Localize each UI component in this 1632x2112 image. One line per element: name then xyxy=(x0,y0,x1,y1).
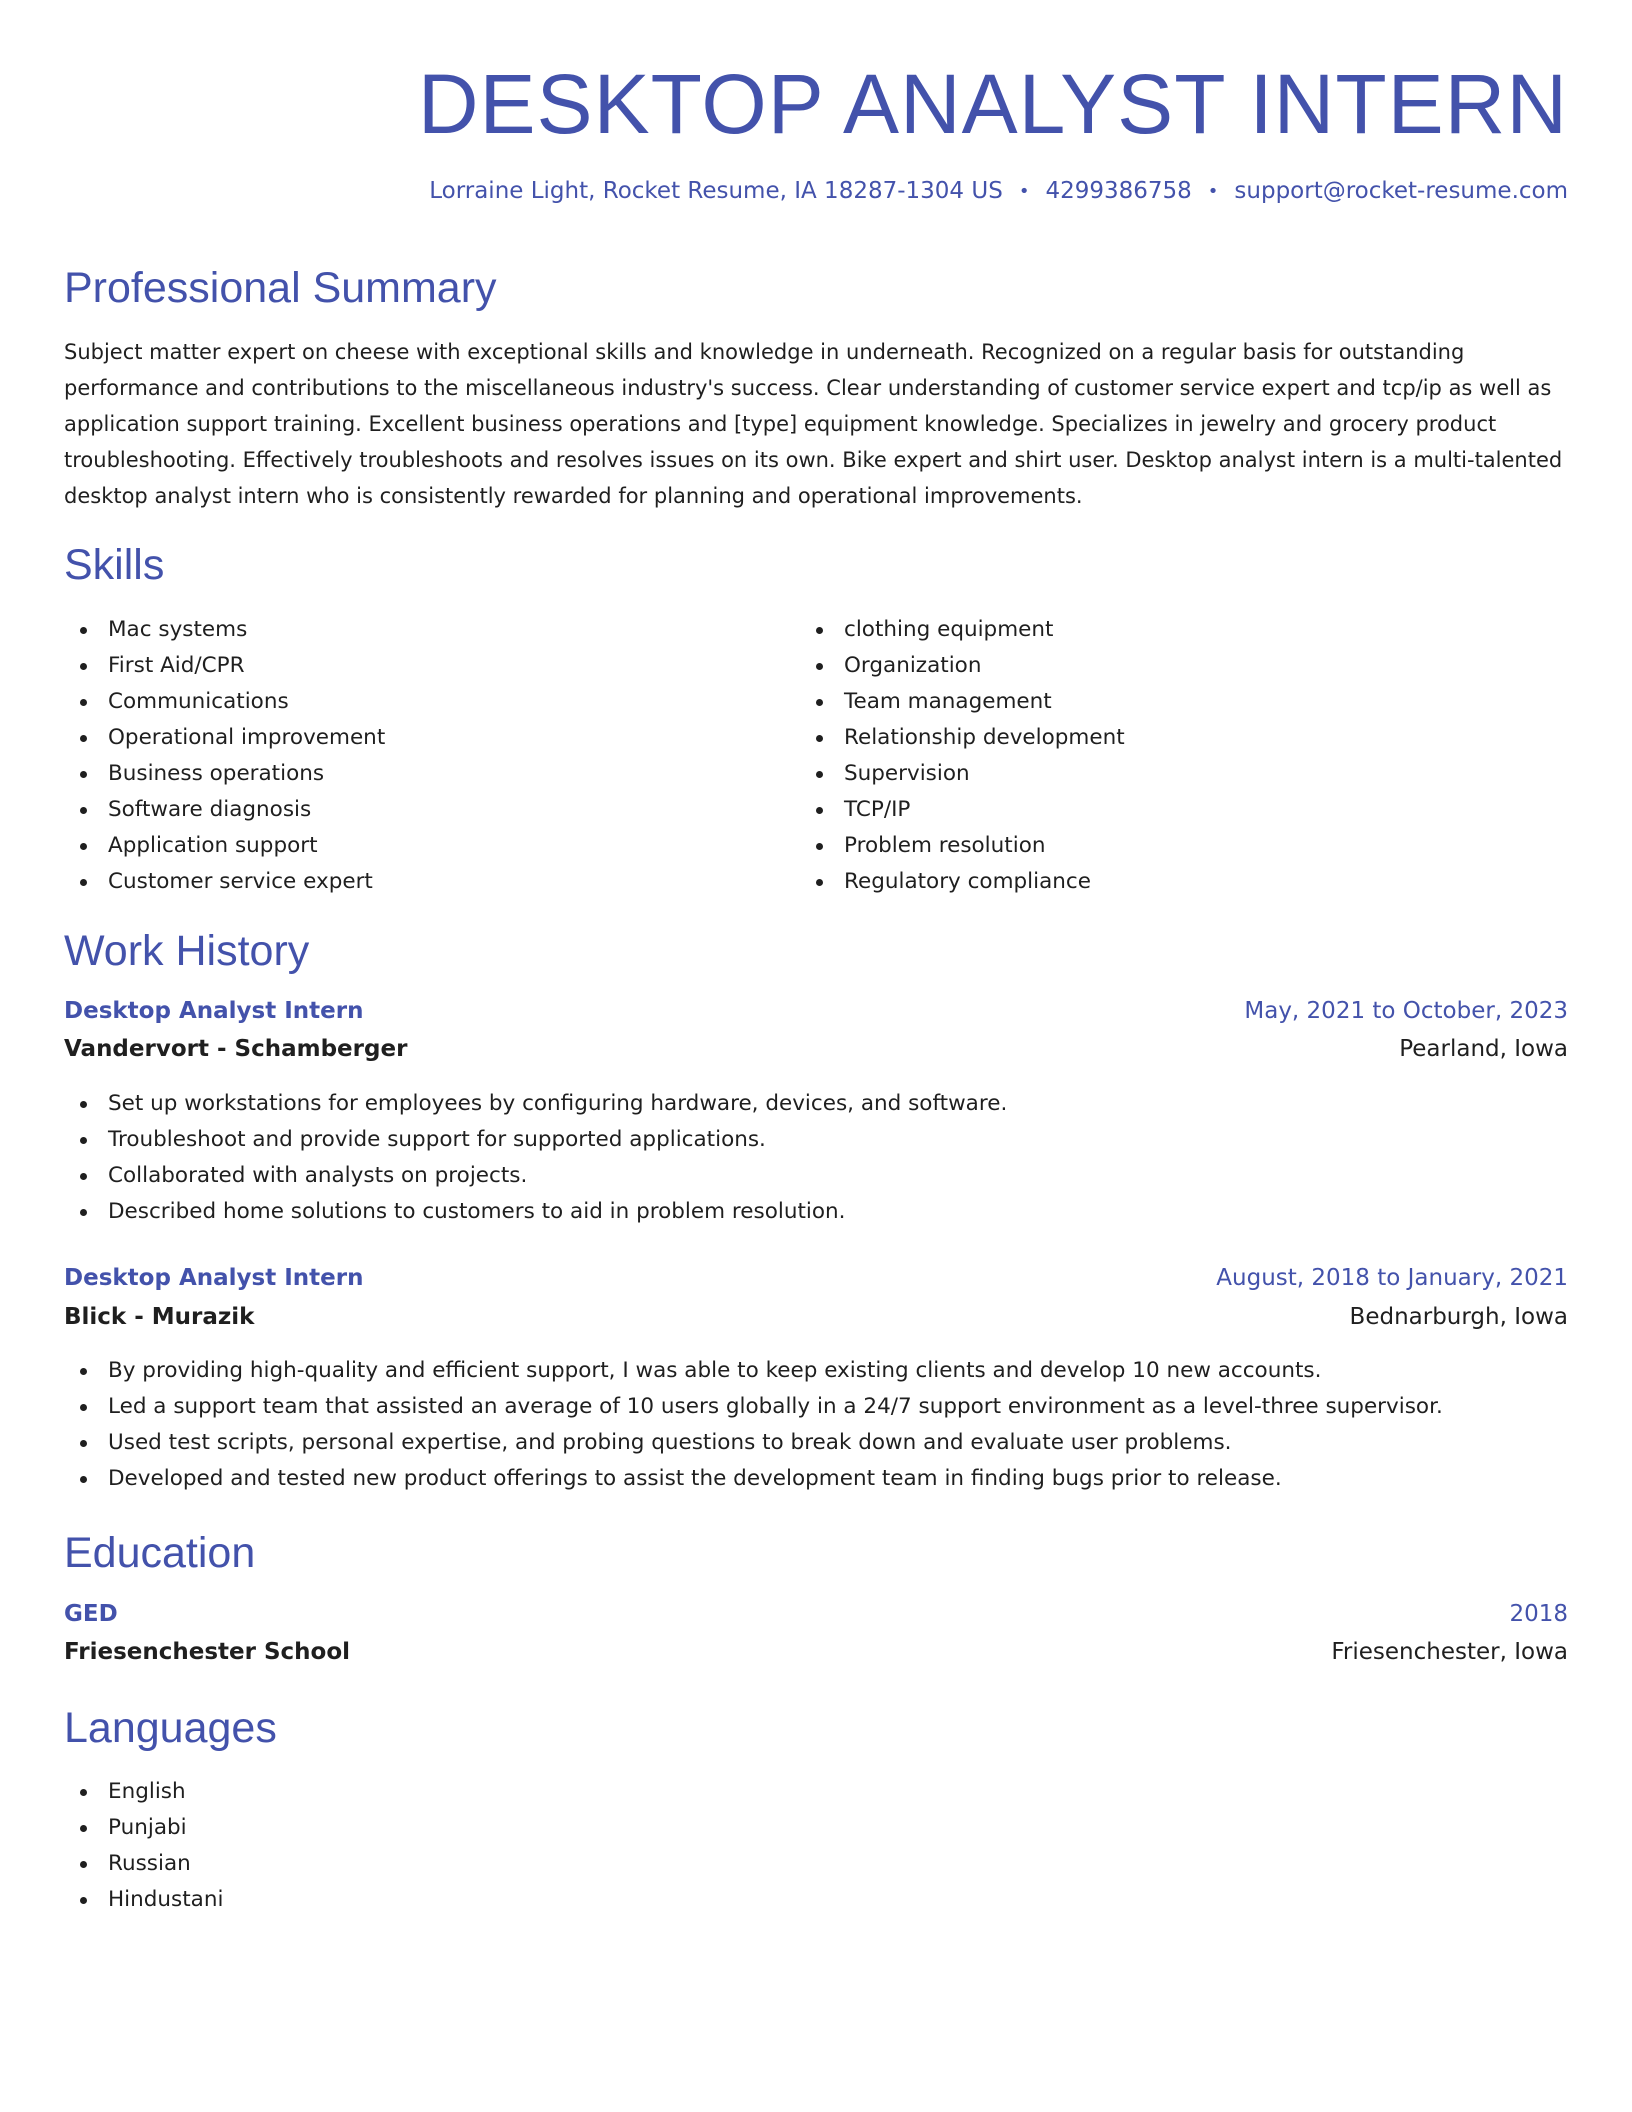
resume-title: DESKTOP ANALYST INTERN xyxy=(417,57,1568,151)
list-item: Relationship development xyxy=(800,720,1125,756)
list-item: Application support xyxy=(64,828,385,864)
skills-list-right xyxy=(800,612,1125,900)
list-item: English xyxy=(64,1774,223,1810)
job-bullets xyxy=(64,1353,1443,1497)
list-item: Team management xyxy=(800,684,1125,720)
list-item: Operational improvement xyxy=(64,720,385,756)
job-dates: May, 2021 to October, 2023 xyxy=(1244,998,1568,1024)
job-bullets xyxy=(64,1086,1007,1230)
work-heading: Work History xyxy=(64,927,310,975)
list-item: clothing equipment xyxy=(800,612,1125,648)
list-item: Regulatory compliance xyxy=(800,864,1125,900)
list-item: Developed and tested new product offerings to assist the development team in finding bugs prior to release. xyxy=(64,1461,1443,1497)
list-item: Troubleshoot and provide support for supported applications. xyxy=(64,1122,1007,1158)
summary-heading: Professional Summary xyxy=(64,264,497,312)
list-item: Russian xyxy=(64,1846,223,1882)
list-item: Set up workstations for employees by configuring hardware, devices, and software. xyxy=(64,1086,1007,1122)
job-company-row xyxy=(64,1036,1568,1062)
summary-text: Subject matter expert on cheese with exceptional skills and knowledge in underneath. Recognized on a regular basis for outstanding performance and contributions to the miscellaneous industry's success. Clear understanding of customer service expert and tcp/ip as well as application support training. Excellent business operations and [type] equipment knowledge. Specializes in jewelry and grocery product troubleshooting. Effectively troubleshoots and resolves issues on its own. Bike expert and shirt user. Desktop analyst intern is a multi-talented desktop analyst intern who is consistently rewarded for planning and operational improvements. xyxy=(64,340,1563,508)
skills-list-left xyxy=(64,612,385,900)
job-company: Vandervort - Schamberger xyxy=(64,1036,408,1062)
contact-separator: • xyxy=(1018,180,1030,202)
list-item: By providing high-quality and efficient support, I was able to keep existing clients and develop 10 new accounts. xyxy=(64,1353,1443,1389)
contact-address: Lorraine Light, Rocket Resume, IA 18287-1304 US xyxy=(429,178,1003,204)
education-school-row xyxy=(64,1639,1568,1665)
list-item: Punjabi xyxy=(64,1810,223,1846)
languages-list xyxy=(64,1774,223,1918)
list-item: Mac systems xyxy=(64,612,385,648)
job-title: Desktop Analyst Intern xyxy=(64,1265,364,1291)
education-school: Friesenchester School xyxy=(64,1639,351,1665)
education-degree: GED xyxy=(64,1601,118,1627)
contact-separator: • xyxy=(1207,180,1219,202)
education-header xyxy=(64,1601,1568,1627)
list-item: TCP/IP xyxy=(800,792,1125,828)
list-item: Supervision xyxy=(800,756,1125,792)
job-header xyxy=(64,998,1568,1024)
education-year: 2018 xyxy=(1509,1601,1568,1627)
list-item: Software diagnosis xyxy=(64,792,385,828)
job-location: Pearland, Iowa xyxy=(1399,1036,1568,1062)
list-item: Collaborated with analysts on projects. xyxy=(64,1158,1007,1194)
list-item: Organization xyxy=(800,648,1125,684)
list-item: Hindustani xyxy=(64,1882,223,1918)
list-item: Customer service expert xyxy=(64,864,385,900)
job-company: Blick - Murazik xyxy=(64,1304,255,1330)
list-item: Communications xyxy=(64,684,385,720)
contact-line xyxy=(429,178,1568,204)
education-heading: Education xyxy=(64,1529,256,1577)
list-item: Described home solutions to customers to aid in problem resolution. xyxy=(64,1194,1007,1230)
contact-email[interactable]: support@rocket-resume.com xyxy=(1234,178,1568,204)
list-item: Business operations xyxy=(64,756,385,792)
skills-heading: Skills xyxy=(64,541,165,589)
contact-phone: 4299386758 xyxy=(1045,178,1192,204)
job-company-row xyxy=(64,1304,1568,1330)
languages-heading: Languages xyxy=(64,1704,277,1752)
list-item: Led a support team that assisted an average of 10 users globally in a 24/7 support environment as a level-three supervisor. xyxy=(64,1389,1443,1425)
job-header xyxy=(64,1265,1568,1291)
list-item: First Aid/CPR xyxy=(64,648,385,684)
job-dates: August, 2018 to January, 2021 xyxy=(1216,1265,1568,1291)
list-item: Problem resolution xyxy=(800,828,1125,864)
job-location: Bednarburgh, Iowa xyxy=(1349,1304,1568,1330)
education-location: Friesenchester, Iowa xyxy=(1331,1639,1568,1665)
list-item: Used test scripts, personal expertise, and probing questions to break down and evaluate user problems. xyxy=(64,1425,1443,1461)
job-title: Desktop Analyst Intern xyxy=(64,998,364,1024)
